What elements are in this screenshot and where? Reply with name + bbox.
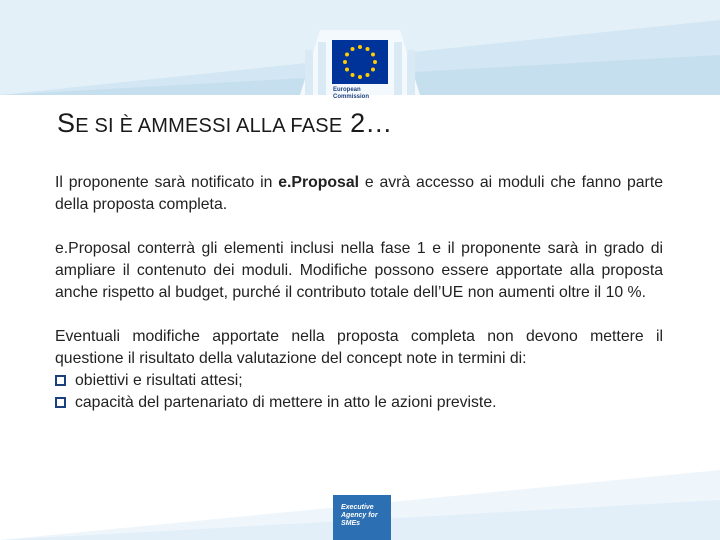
- european-commission-logo: [332, 40, 388, 110]
- agency-line2: Agency for: [341, 512, 378, 519]
- eu-star-icon: [366, 73, 370, 77]
- eu-flag-icon: [332, 40, 388, 84]
- eu-star-icon: [343, 60, 347, 64]
- eu-star-icon: [373, 60, 377, 64]
- slide-title: [57, 108, 393, 139]
- paragraph-3: Eventuali modifiche apportate nella proposta completa non devono mettere il questione il risultato della valutazione del concept note in termini di:: [55, 328, 663, 367]
- eu-star-icon: [351, 73, 355, 77]
- paragraph-2: e.Proposal conterrà gli elementi inclusi nella fase 1 e il proponente sarà in grado di ampliare il contenuto dei moduli. Modifiche possono essere apportate alla proposta anche rispetto al budget, purché il contributo totale dell’UE non aumenti oltre il 10 %.: [55, 240, 663, 301]
- eu-star-icon: [358, 45, 362, 49]
- title-smallcaps: E SI È AMMESSI ALLA FASE: [75, 115, 343, 137]
- eu-star-icon: [371, 53, 375, 57]
- eu-star-icon: [358, 75, 362, 79]
- agency-logo-panel: [333, 495, 391, 540]
- eu-star-icon: [366, 47, 370, 51]
- slide-body: [55, 172, 663, 414]
- agency-line3: SMEs: [341, 520, 361, 527]
- paragraph-1: Il proponente sarà notificato in e.Proposal e avrà accesso ai moduli che fanno parte della proposta completa.: [55, 174, 663, 213]
- list-item: capacità del partenariato di mettere in atto le azioni previste.: [55, 392, 663, 414]
- eproposal-bold: e.Proposal: [278, 174, 360, 191]
- eu-star-icon: [345, 53, 349, 57]
- logo-line1: European: [333, 87, 361, 93]
- eu-star-icon: [345, 68, 349, 72]
- list-item: obiettivi e risultati attesi;: [55, 370, 663, 392]
- eu-star-icon: [351, 47, 355, 51]
- checkbox-bullet-icon: [55, 397, 66, 408]
- title-rest: 2…: [342, 108, 393, 138]
- title-initial: S: [57, 108, 76, 138]
- agency-line1: Executive: [341, 504, 374, 511]
- logo-line2: Commission: [333, 94, 370, 100]
- checkbox-bullet-icon: [55, 375, 66, 386]
- eu-star-icon: [371, 68, 375, 72]
